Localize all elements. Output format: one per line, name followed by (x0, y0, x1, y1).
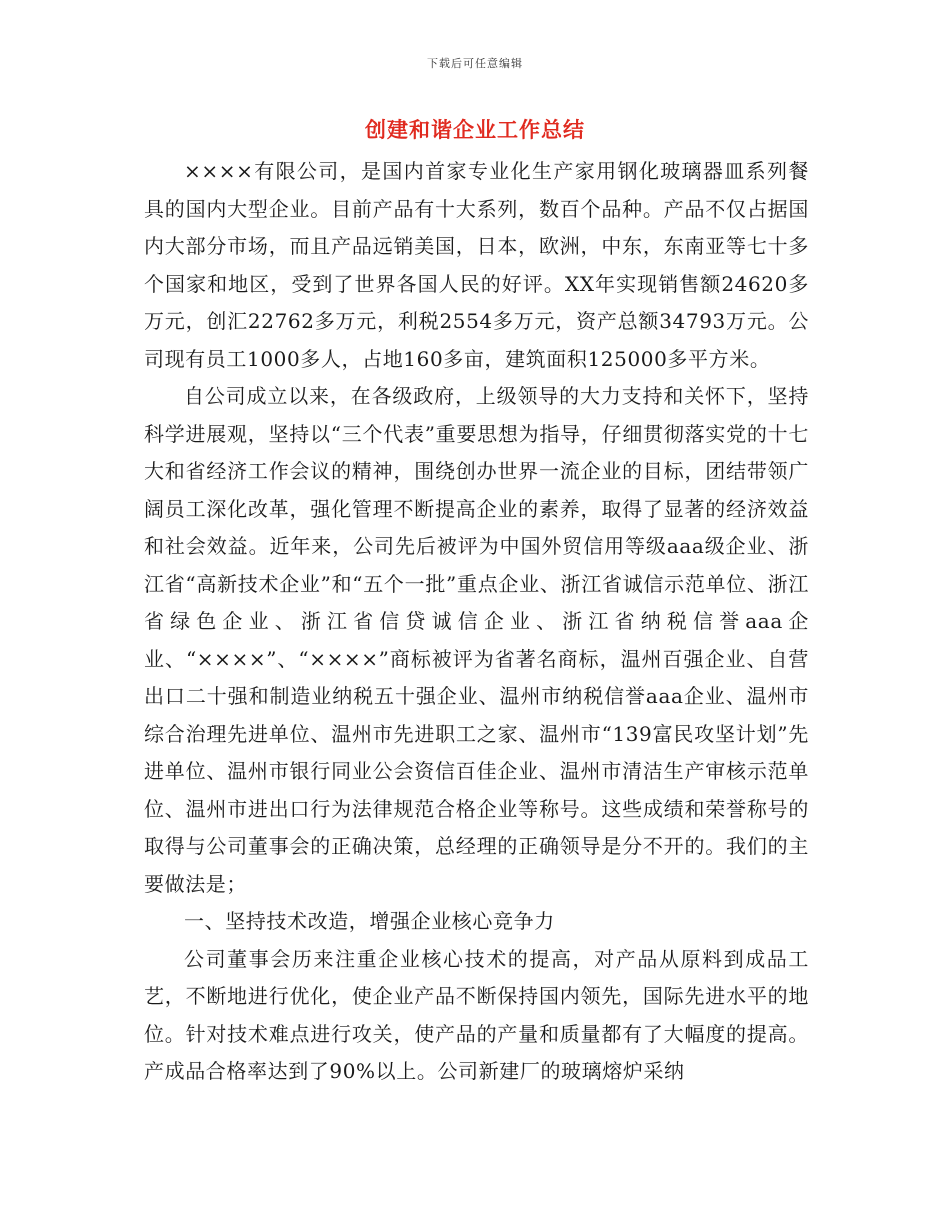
paragraph-achievements: 自公司成立以来，在各级政府，上级领导的大力支持和关怀下，坚持科学进展观，坚持以“三个代表”重要思想为指导，仔细贯彻落实党的十七大和省经济工作会议的精神，围绕创办世界一流企业的目标，团结带领广阔员工深化改革，强化管理不断提高企业的素养，取得了显著的经济效益和社会效益。近年来，公司先后被评为中国外贸信用等级aaa级企业、浙江省“高新技术企业”和“五个一批”重点企业、浙江省诚信示范单位、浙江省绿色企业、浙江省信贷诚信企业、浙江省纳税信誉aaa企业、“××××”、“××××”商标被评为省著名商标，温州百强企业、自营出口二十强和制造业纳税五十强企业、温州市纳税信誉aaa企业、温州市综合治理先进单位、温州市先进职工之家、温州市“139富民攻坚计划”先进单位、温州市银行同业公会资信百佳企业、温州市清洁生产审核示范单位、温州市进出口行为法律规范合格企业等称号。这些成绩和荣誉称号的取得与公司董事会的正确决策，总经理的正确领导是分不开的。我们的主要做法是； (144, 384, 809, 896)
paragraph-technology: 公司董事会历来注重企业核心技术的提高，对产品从原料到成品工艺，不断地进行优化，使企业产品不断保持国内领先，国际先进水平的地位。针对技术难点进行攻关，使产品的产量和质量都有了大幅度的提高。产成品合格率达到了90%以上。公司新建厂的玻璃熔炉采纳 (144, 946, 809, 1083)
page-header-note: 下载后可任意编辑 (427, 57, 523, 70)
document-title: 创建和谐企业工作总结 (365, 117, 585, 142)
paragraph-company-intro: ××××有限公司，是国内首家专业化生产家用钢化玻璃器皿系列餐具的国内大型企业。目前产品有十大系列，数百个品种。产品不仅占据国内大部分市场，而且产品远销美国，日本，欧洲，中东，东南亚等七十多个国家和地区，受到了世界各国人民的好评。XX年实现销售额24620多万元，创汇22762多万元，利税2554多万元，资产总额34793万元。公司现有员工1000多人，占地160多亩，建筑面积125000多平方米。 (144, 159, 809, 371)
document-body (144, 153, 809, 1091)
section-heading-technology: 一、坚持技术改造，增强企业核心竞争力 (184, 909, 555, 933)
